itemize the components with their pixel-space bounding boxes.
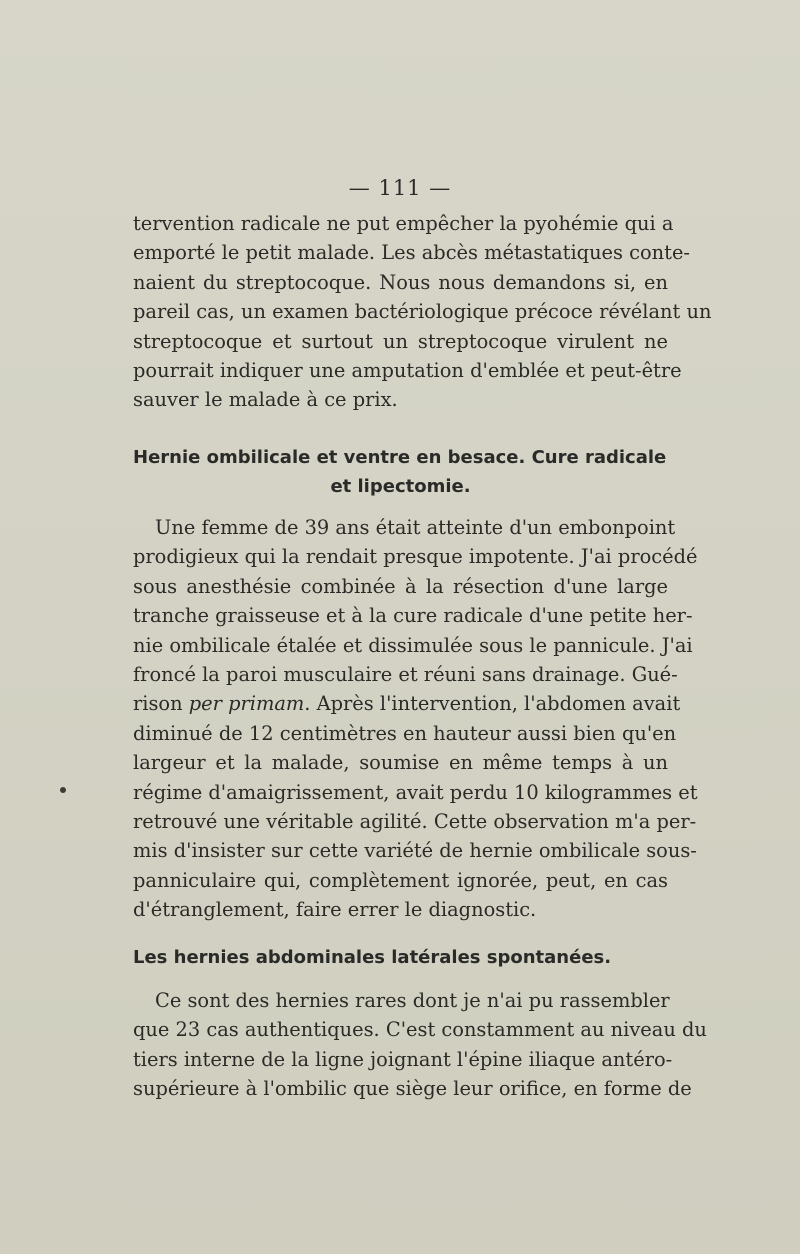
text-line: régime d'amaigrissement, avait perdu 10 kilogrammes et (133, 780, 698, 804)
text-line: panniculaire qui, complètement ignorée, peut, en cas (133, 868, 668, 892)
text-fragment: rison (133, 692, 189, 716)
text-line: largeur et la malade, soumise en même temps à un (133, 751, 668, 775)
heading-line: et lipectomie. (330, 476, 471, 497)
paragraph-3 (133, 986, 707, 1104)
text-line: prodigieux qui la rendait presque impotente. J'ai procédé (133, 545, 698, 569)
text-line: mis d'insister sur cette variété de hernie ombilicale sous- (133, 839, 697, 863)
text-line: froncé la paroi musculaire et réuni sans drainage. Gué- (133, 662, 678, 686)
section-heading-hernies-laterales (133, 943, 668, 972)
text-line: Une femme de 39 ans était atteinte d'un embonpoint (155, 516, 676, 539)
text-line: tranche graisseuse et à la cure radicale d'une petite her- (133, 604, 693, 628)
paragraph-2 (133, 513, 698, 924)
text-fragment: . Après l'intervention, l'abdomen avait (304, 692, 681, 716)
text-line: naient du streptocoque. Nous nous demandons si, en (133, 270, 668, 294)
text-line: sous anesthésie combinée à la résection d'une large (133, 574, 668, 598)
italic-phrase: per primam (188, 692, 305, 716)
text-line: d'étranglement, faire errer le diagnostic. (133, 898, 537, 922)
section-heading-hernie-ombilicale (133, 443, 668, 501)
text-line: retrouvé une véritable agilité. Cette observation m'a per- (133, 809, 697, 833)
text-line: emporté le petit malade. Les abcès métastatiques conte- (133, 241, 690, 265)
text-line: streptocoque et surtout un streptocoque virulent ne (133, 329, 668, 353)
text-line: pareil cas, un examen bactériologique précoce révélant un (133, 300, 712, 324)
text-line: sauver le malade à ce prix. (133, 388, 398, 412)
text-line: pourrait indiquer une amputation d'emblée et peut-être (133, 358, 682, 382)
text-line: tervention radicale ne put empêcher la pyohémie qui a (133, 212, 674, 235)
heading-line: Hernie ombilicale et ventre en besace. Cure radicale (133, 447, 667, 468)
ink-speck (60, 787, 66, 793)
paragraph-1 (133, 209, 712, 415)
text-line: que 23 cas authentiques. C'est constamment au niveau du (133, 1018, 707, 1042)
heading-line: Les hernies abdominales latérales spontanées. (133, 947, 612, 968)
text-line: diminué de 12 centimètres en hauteur aussi bien qu'en (133, 721, 677, 745)
text-line: Ce sont des hernies rares dont je n'ai pu rassembler (155, 989, 670, 1012)
page-number: — 111 — (348, 176, 452, 200)
text-line (133, 689, 681, 718)
text-line: supérieure à l'ombilic que siège leur orifice, en forme de (133, 1077, 692, 1101)
text-line: nie ombilicale étalée et dissimulée sous le pannicule. J'ai (133, 633, 693, 657)
text-line: tiers interne de la ligne joignant l'épine iliaque antéro- (133, 1047, 673, 1071)
